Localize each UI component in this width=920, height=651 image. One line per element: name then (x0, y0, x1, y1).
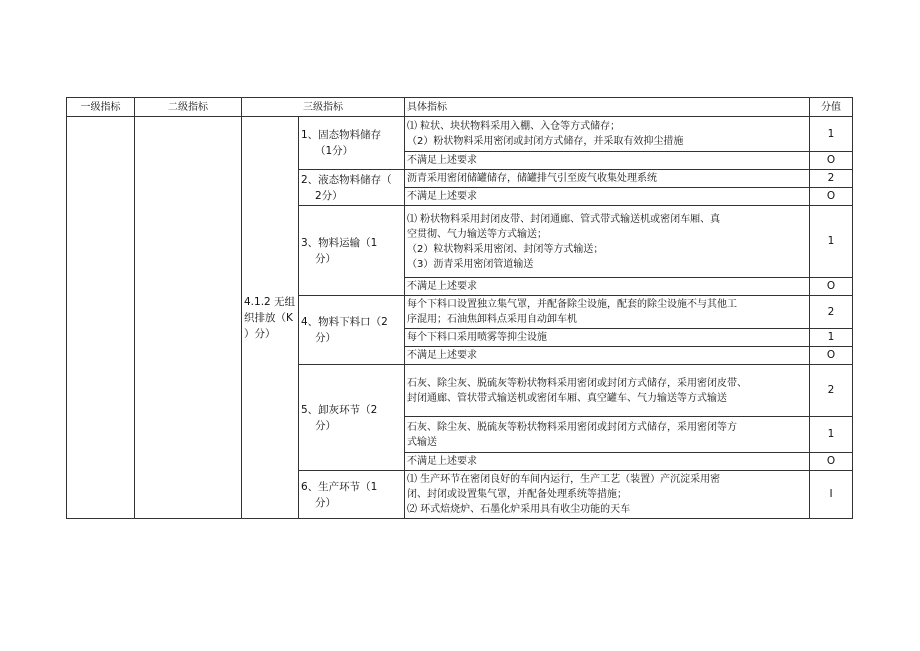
detail-line: （2）粉状物料采用密闭或封闭方式储存，并采取有效抑尘措施 (407, 136, 684, 147)
detail-line: ⑵ 环式焙烧炉、石墨化炉采用具有收尘功能的天车 (407, 504, 631, 515)
detail-line: （2）粒状物料采用密闭、封闭等方式输送； (407, 243, 604, 255)
detail-criterion (405, 117, 810, 152)
detail-line: ⑴ 生产环节在密闭良好的车间内运行，生产工艺（装置）产沉淀采用密 (407, 474, 721, 485)
level3-label-text: 3、物料运输（1 (301, 236, 378, 249)
score-value: 1 (810, 329, 853, 347)
score-value: O (810, 347, 853, 365)
level2-item-cell (242, 117, 299, 519)
level3-indicator (299, 471, 405, 519)
detail-line: （3）沥青采用密闭管道输送 (407, 258, 534, 270)
detail-line: ⑴ 粉状物料采用封闭皮带、封闭通廊、管式带式输送机或密闭车厢、真 (407, 213, 721, 225)
detail-criterion (405, 278, 810, 296)
detail-criterion (405, 188, 810, 206)
score-value: 2 (810, 170, 853, 188)
evaluation-table (66, 97, 853, 519)
level3-indicator (299, 365, 405, 471)
detail-criterion (405, 170, 810, 188)
detail-line: 空贯彻、气力输送等方式输送； (407, 228, 547, 240)
detail-line: 每个下料口采用喷雾等抑尘设施 (407, 332, 547, 343)
score-value: O (810, 453, 853, 471)
score-value: O (810, 278, 853, 296)
level3-label-text: 2分） (315, 189, 343, 202)
level2-item-text: ）分） (244, 327, 276, 340)
detail-criterion (405, 206, 810, 278)
detail-line: 式输送 (407, 436, 437, 448)
level3-label-text: 分） (315, 419, 336, 432)
detail-line: 不满足上述要求 (407, 350, 477, 361)
detail-criterion (405, 152, 810, 170)
header-level2: 二级指标 (135, 98, 242, 117)
level3-label-text: 分） (315, 496, 336, 509)
detail-line: 每个下料口设置独立集气罩，并配备除尘设施，配套的除尘设施不与其他工 (407, 299, 737, 310)
score-value: O (810, 152, 853, 170)
header-row (67, 98, 853, 117)
level3-indicator (299, 170, 405, 206)
detail-line: 石灰、除尘灰、脱硫灰等粉状物料采用密闭或封闭方式储存，采用密闭等方 (407, 421, 737, 433)
detail-line: 不满足上述要求 (407, 155, 477, 166)
detail-line: 不满足上述要求 (407, 456, 477, 467)
detail-criterion (405, 417, 810, 453)
level3-label-text: 2、液态物料储存（ (301, 173, 392, 186)
detail-line: 沥青采用密闭储罐储存，储罐排气引至废气收集处理系统 (407, 173, 657, 184)
header-score: 分值 (810, 98, 853, 117)
header-level1: 一级指标 (67, 98, 135, 117)
detail-criterion (405, 471, 810, 519)
level1-cell (67, 117, 135, 519)
detail-criterion (405, 329, 810, 347)
detail-criterion (405, 347, 810, 365)
level3-label-text: 分） (315, 252, 336, 265)
detail-criterion (405, 453, 810, 471)
detail-line: 闭、封闭或设置集气罩，并配备处理系统等措施； (407, 489, 627, 500)
detail-line: 石灰、除尘灰、脱硫灰等粉状物料采用密闭或封闭方式储存，采用密闭皮带、 (407, 377, 747, 389)
detail-line: 序混用；石油焦卸料点采用自动卸车机 (407, 314, 577, 325)
level2-item-text: 织排放（K (244, 311, 293, 324)
detail-criterion (405, 296, 810, 329)
level3-indicator (299, 206, 405, 296)
score-value: O (810, 188, 853, 206)
header-detail: 具体指标 (405, 98, 810, 117)
score-value: 1 (810, 206, 853, 278)
score-value: I (810, 471, 853, 519)
detail-line: 封闭通廊、管状带式输送机或密闭车厢、真空罐车、气力输送等方式输送 (407, 392, 727, 404)
level3-label-text: 4、物料下料口（2 (301, 316, 388, 328)
level2-item-text: 4.1.2 无组 (244, 295, 296, 308)
level2-cell (135, 117, 242, 519)
detail-line: 不满足上述要求 (407, 281, 477, 292)
detail-line: ⑴ 粒状、块状物料采用入棚、入仓等方式储存； (407, 121, 621, 132)
score-value: 2 (810, 365, 853, 417)
score-value: 2 (810, 296, 853, 329)
detail-line: 不满足上述要求 (407, 191, 477, 202)
detail-criterion (405, 365, 810, 417)
table-row (67, 117, 853, 152)
level3-indicator (299, 117, 405, 170)
level3-label-text: 1、固态物料储存 (301, 129, 382, 141)
level3-label-text: 6、生产环节（1 (301, 480, 378, 493)
score-value: 1 (810, 117, 853, 152)
level3-label-text: （1分） (315, 145, 354, 157)
level3-label-text: 5、卸灰环节（2 (301, 403, 378, 416)
level3-indicator (299, 296, 405, 365)
score-value: 1 (810, 417, 853, 453)
header-level3: 三级指标 (242, 98, 405, 117)
level3-label-text: 分） (315, 332, 336, 344)
